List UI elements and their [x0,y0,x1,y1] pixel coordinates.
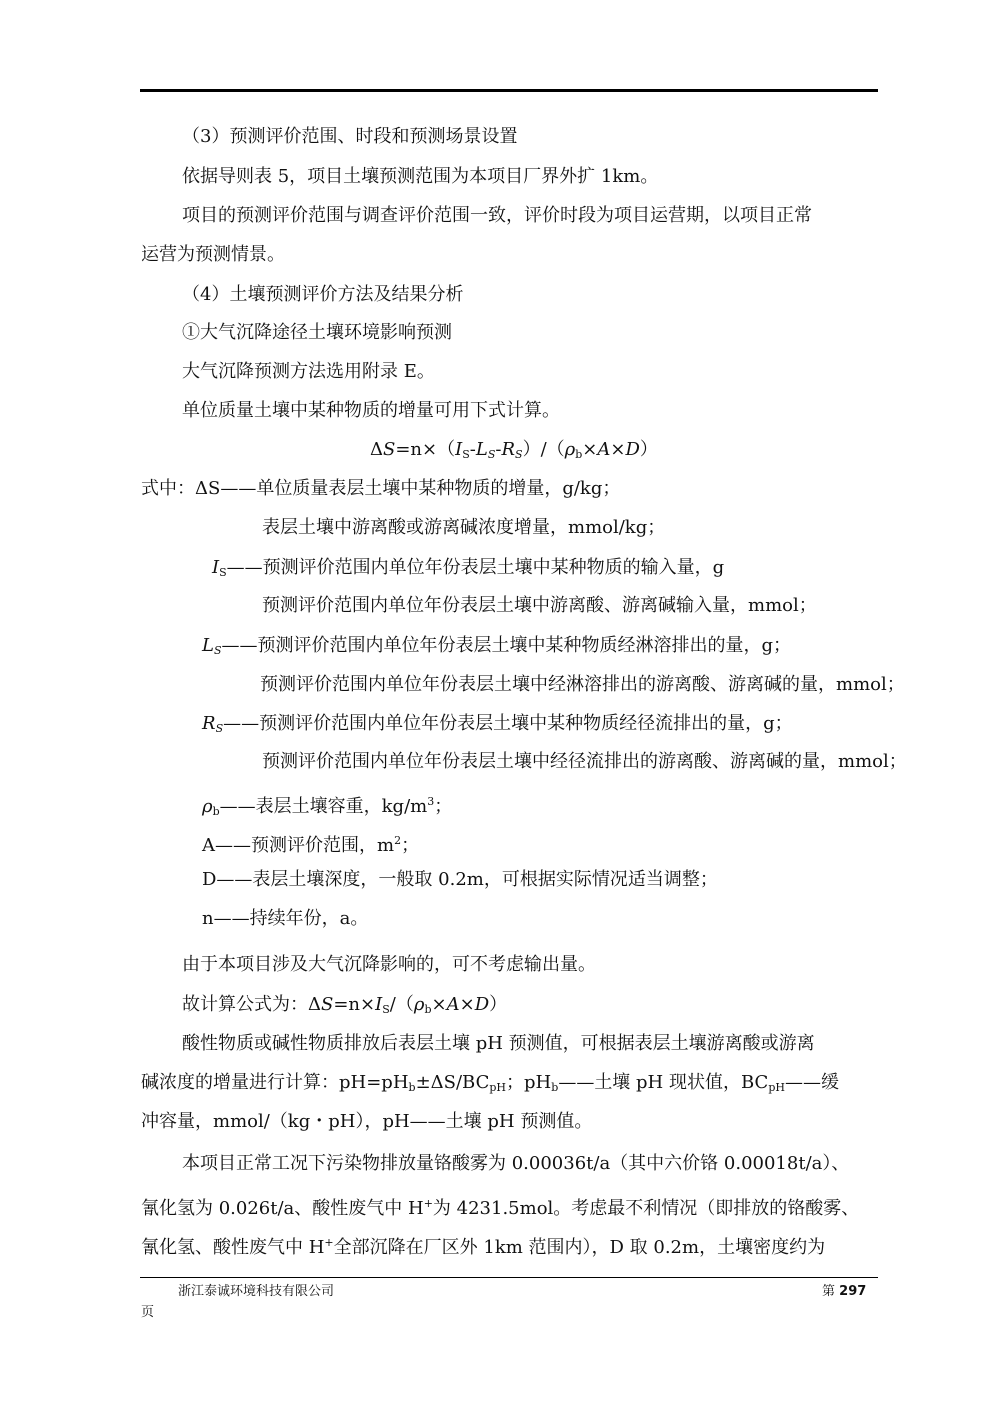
header-rule [140,89,878,92]
text-line: （3）预测评价范围、时段和预测场景设置 [182,126,518,147]
formula-simplified: 故计算公式为：$\Delta S=n\times I_S/(\rho_b\times A\times D)$ [182,994,508,1016]
definition-text: ——预测评价范围内单位年份表层土壤中某种物质的输入量，g [226,557,725,578]
footer-company: 浙江泰诚环境科技有限公司 [178,1284,335,1299]
footer-rule [140,1277,878,1278]
symbol-definition: A——预测评价范围，$m^2$； [202,834,420,856]
text-line: 运营为预测情景。 [141,244,285,265]
symbol-definition: $L_S——$预测评价范围内单位年份表层土壤中某种物质经淋溶排出的量，g； [202,635,792,657]
text-line: D——表层土壤深度，一般取 0.2m，可根据实际情况适当调整； [202,869,718,890]
text-line: 表层土壤中游离酸或游离碱浓度增量，mmol/kg； [262,517,666,538]
text-line: 由于本项目涉及大气沉降影响的，可不考虑输出量。 [182,954,596,975]
definition-text: ——预测评价范围内单位年份表层土壤中某种物质经径流排出的量，g； [223,713,793,734]
text-line: 氰化氢、酸性废气中 H+全部沉降在厂区外 1km 范围内），D 取 0.2m，土壤密度约为 [141,1236,826,1258]
text-segment: 氰化氢、酸性废气中 H [141,1237,325,1258]
text-line: 依据导则表 5，项目土壤预测范围为本项目厂界外扩 1km。 [182,166,659,187]
text-line: （4）土壤预测评价方法及结果分析 [182,284,464,305]
text-line: 冲容量，mmol/（kg・pH），pH——土壤 pH 预测值。 [141,1111,593,1132]
text-line: n——持续年份，a。 [202,908,369,929]
definition-text: ——表层土壤容重，kg/m [219,796,428,817]
footer-page-number [822,1283,866,1301]
text-line: 氰化氢为 0.026t/a、酸性废气中 H+为 4231.5mol。考虑最不利情况（即排放的铬酸雾、 [141,1197,860,1219]
page-prefix: 第 [822,1284,836,1299]
page-number: 297 [839,1284,867,1299]
text-line: ①大气沉降途径土壤环境影响预测 [182,322,452,343]
text-segment: 全部沉降在厂区外 1km 范围内），D 取 0.2m，土壤密度约为 [333,1237,826,1258]
symbol-definition: $R_S——$预测评价范围内单位年份表层土壤中某种物质经径流排出的量，g； [202,713,793,735]
symbol-definition: $I_S——$预测评价范围内单位年份表层土壤中某种物质的输入量，g [212,557,725,579]
text-line: 大气沉降预测方法选用附录 E。 [182,361,435,382]
text-line: 预测评价范围内单位年份表层土壤中经淋溶排出的游离酸、游离碱的量，mmol； [260,674,905,695]
text-line: 预测评价范围内单位年份表层土壤中经径流排出的游离酸、游离碱的量，mmol； [262,751,907,772]
symbol-definition: $\rho_b——$表层土壤容重，$kg/m^3$； [202,795,453,818]
text-line: 酸性物质或碱性物质排放后表层土壤 pH 预测值，可根据表层土壤游离酸或游离 [182,1033,815,1054]
text-line: 预测评价范围内单位年份表层土壤中游离酸、游离碱输入量，mmol； [262,595,817,616]
definition-text: ——预测评价范围内单位年份表层土壤中某种物质经淋溶排出的量，g； [221,635,792,656]
text-line: 单位质量土壤中某种物质的增量可用下式计算。 [182,400,560,421]
text-line: 式中：ΔS——单位质量表层土壤中某种物质的增量，g/kg； [141,478,621,499]
text-line: 本项目正常工况下污染物排放量铬酸雾为 0.00036t/a（其中六价铬 0.00018t/a）、 [182,1153,850,1174]
formula-intro: 故计算公式为： [182,994,308,1015]
text-segment: 氰化氢为 0.026t/a、酸性废气中 H [141,1198,424,1219]
formula-ph: 碱浓度的增量进行计算：$pH=pH_b\pm\Delta S/BC_{pH}$；$pH_b——$土壤 pH 现状值，$BC_{pH}——$缓 [141,1072,839,1094]
text-line: 项目的预测评价范围与调查评价范围一致，评价时段为项目运营期，以项目正常 [182,205,812,226]
formula-main: $\Delta S=n\times(I_S-L_S-R_S)/(\rho_b\times A\times D)$ [370,439,658,461]
definition-text: A——预测评价范围，m [202,835,395,856]
text-segment: 为 4231.5mol。考虑最不利情况（即排放的铬酸雾、 [432,1198,860,1219]
footer-page-suffix: 页 [141,1305,155,1320]
